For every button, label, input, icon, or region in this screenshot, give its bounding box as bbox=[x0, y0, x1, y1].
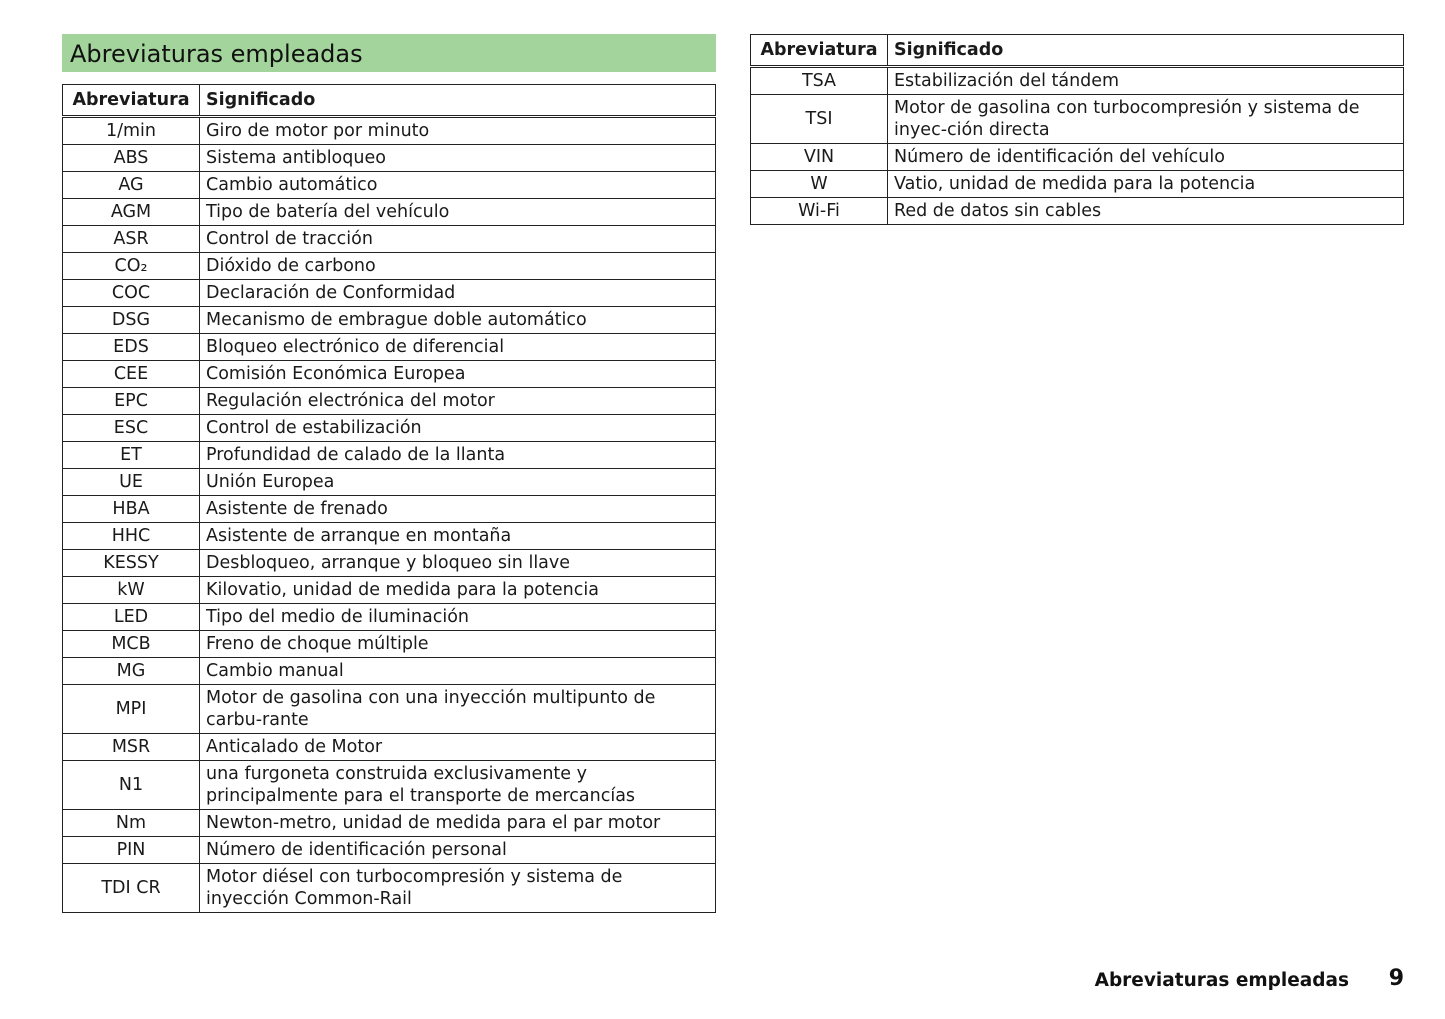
table-row bbox=[751, 95, 1404, 144]
abbreviation-cell: Nm bbox=[63, 810, 200, 837]
abbreviation-cell: EPC bbox=[63, 388, 200, 415]
abbreviation-cell: TDI CR bbox=[63, 864, 200, 913]
meaning-cell: Profundidad de calado de la llanta bbox=[200, 442, 716, 469]
abbreviation-cell: ET bbox=[63, 442, 200, 469]
meaning-cell: Control de estabilización bbox=[200, 415, 716, 442]
table-row bbox=[751, 171, 1404, 198]
table-row bbox=[751, 198, 1404, 225]
abbreviation-cell: COC bbox=[63, 280, 200, 307]
meaning-cell: Tipo del medio de iluminación bbox=[200, 604, 716, 631]
meaning-cell: Dióxido de carbono bbox=[200, 253, 716, 280]
table-row bbox=[63, 415, 716, 442]
abbreviation-cell: Wi-Fi bbox=[751, 198, 888, 225]
meaning-cell: Motor diésel con turbocompresión y sistema de inyección Common-Rail bbox=[200, 864, 716, 913]
table-row bbox=[63, 837, 716, 864]
table-row bbox=[63, 864, 716, 913]
meaning-cell: Control de tracción bbox=[200, 226, 716, 253]
table-row bbox=[63, 307, 716, 334]
abbreviation-cell: ASR bbox=[63, 226, 200, 253]
page-number: 9 bbox=[1388, 966, 1404, 991]
abbreviation-cell: W bbox=[751, 171, 888, 198]
abbreviation-cell: N1 bbox=[63, 761, 200, 810]
abbreviation-cell: MSR bbox=[63, 734, 200, 761]
abbreviation-cell: HHC bbox=[63, 523, 200, 550]
table-row bbox=[63, 734, 716, 761]
abbreviation-cell: CEE bbox=[63, 361, 200, 388]
abbreviation-cell: PIN bbox=[63, 837, 200, 864]
abbreviation-cell: CO₂ bbox=[63, 253, 200, 280]
meaning-cell: Bloqueo electrónico de diferencial bbox=[200, 334, 716, 361]
table-row bbox=[63, 280, 716, 307]
meaning-cell: Motor de gasolina con turbocompresión y sistema de inyec-ción directa bbox=[888, 95, 1404, 144]
meaning-cell: Giro de motor por minuto bbox=[200, 117, 716, 145]
abbreviation-cell: VIN bbox=[751, 144, 888, 171]
abbreviation-cell: TSI bbox=[751, 95, 888, 144]
table-header-row bbox=[751, 35, 1404, 67]
table-row bbox=[63, 172, 716, 199]
table-row bbox=[63, 145, 716, 172]
meaning-cell: Tipo de batería del vehículo bbox=[200, 199, 716, 226]
meaning-cell: Número de identificación personal bbox=[200, 837, 716, 864]
abbreviation-cell: DSG bbox=[63, 307, 200, 334]
abbreviation-cell: HBA bbox=[63, 496, 200, 523]
abbreviations-table-left bbox=[62, 84, 716, 913]
table-row bbox=[63, 761, 716, 810]
abbreviations-table-right bbox=[750, 34, 1404, 225]
abbreviation-cell: ESC bbox=[63, 415, 200, 442]
table-row bbox=[63, 523, 716, 550]
abbreviation-cell: 1/min bbox=[63, 117, 200, 145]
table-row bbox=[63, 685, 716, 734]
meaning-cell: Declaración de Conformidad bbox=[200, 280, 716, 307]
table-row bbox=[63, 361, 716, 388]
table-row bbox=[63, 334, 716, 361]
table-row bbox=[63, 117, 716, 145]
meaning-cell: Sistema antibloqueo bbox=[200, 145, 716, 172]
meaning-cell: una furgoneta construida exclusivamente y principalmente para el transporte de mercancías bbox=[200, 761, 716, 810]
table-row bbox=[751, 67, 1404, 95]
meaning-cell: Asistente de frenado bbox=[200, 496, 716, 523]
meaning-cell: Comisión Económica Europea bbox=[200, 361, 716, 388]
footer-section-title: Abreviaturas empleadas bbox=[1094, 970, 1349, 991]
meaning-cell: Estabilización del tándem bbox=[888, 67, 1404, 95]
meaning-cell: Cambio automático bbox=[200, 172, 716, 199]
abbreviation-cell: LED bbox=[63, 604, 200, 631]
meaning-cell: Número de identificación del vehículo bbox=[888, 144, 1404, 171]
table-row bbox=[63, 199, 716, 226]
abbreviation-cell: EDS bbox=[63, 334, 200, 361]
meaning-cell: Red de datos sin cables bbox=[888, 198, 1404, 225]
abbreviation-cell: MG bbox=[63, 658, 200, 685]
meaning-cell: Freno de choque múltiple bbox=[200, 631, 716, 658]
table-row bbox=[63, 631, 716, 658]
table-row bbox=[63, 496, 716, 523]
abbreviation-cell: MCB bbox=[63, 631, 200, 658]
column-header-abbreviation: Abreviatura bbox=[63, 85, 200, 117]
meaning-cell: Motor de gasolina con una inyección multipunto de carbu-rante bbox=[200, 685, 716, 734]
table-row bbox=[63, 604, 716, 631]
column-header-meaning: Significado bbox=[888, 35, 1404, 67]
meaning-cell: Desbloqueo, arranque y bloqueo sin llave bbox=[200, 550, 716, 577]
table-row bbox=[63, 253, 716, 280]
table-row bbox=[63, 577, 716, 604]
meaning-cell: Cambio manual bbox=[200, 658, 716, 685]
table-header-row bbox=[63, 85, 716, 117]
abbreviation-cell: kW bbox=[63, 577, 200, 604]
meaning-cell: Vatio, unidad de medida para la potencia bbox=[888, 171, 1404, 198]
table-row bbox=[63, 469, 716, 496]
meaning-cell: Unión Europea bbox=[200, 469, 716, 496]
table-row bbox=[63, 388, 716, 415]
table-row bbox=[63, 550, 716, 577]
abbreviation-cell: ABS bbox=[63, 145, 200, 172]
abbreviation-cell: KESSY bbox=[63, 550, 200, 577]
table-row bbox=[63, 810, 716, 837]
meaning-cell: Anticalado de Motor bbox=[200, 734, 716, 761]
meaning-cell: Mecanismo de embrague doble automático bbox=[200, 307, 716, 334]
column-header-meaning: Significado bbox=[200, 85, 716, 117]
table-row bbox=[63, 442, 716, 469]
column-header-abbreviation: Abreviatura bbox=[751, 35, 888, 67]
meaning-cell: Kilovatio, unidad de medida para la potencia bbox=[200, 577, 716, 604]
abbreviation-cell: UE bbox=[63, 469, 200, 496]
table-row bbox=[63, 658, 716, 685]
abbreviation-cell: TSA bbox=[751, 67, 888, 95]
abbreviation-cell: AG bbox=[63, 172, 200, 199]
table-row bbox=[751, 144, 1404, 171]
meaning-cell: Regulación electrónica del motor bbox=[200, 388, 716, 415]
abbreviation-cell: AGM bbox=[63, 199, 200, 226]
meaning-cell: Newton-metro, unidad de medida para el par motor bbox=[200, 810, 716, 837]
meaning-cell: Asistente de arranque en montaña bbox=[200, 523, 716, 550]
abbreviation-cell: MPI bbox=[63, 685, 200, 734]
table-row bbox=[63, 226, 716, 253]
section-heading: Abreviaturas empleadas bbox=[62, 34, 716, 72]
